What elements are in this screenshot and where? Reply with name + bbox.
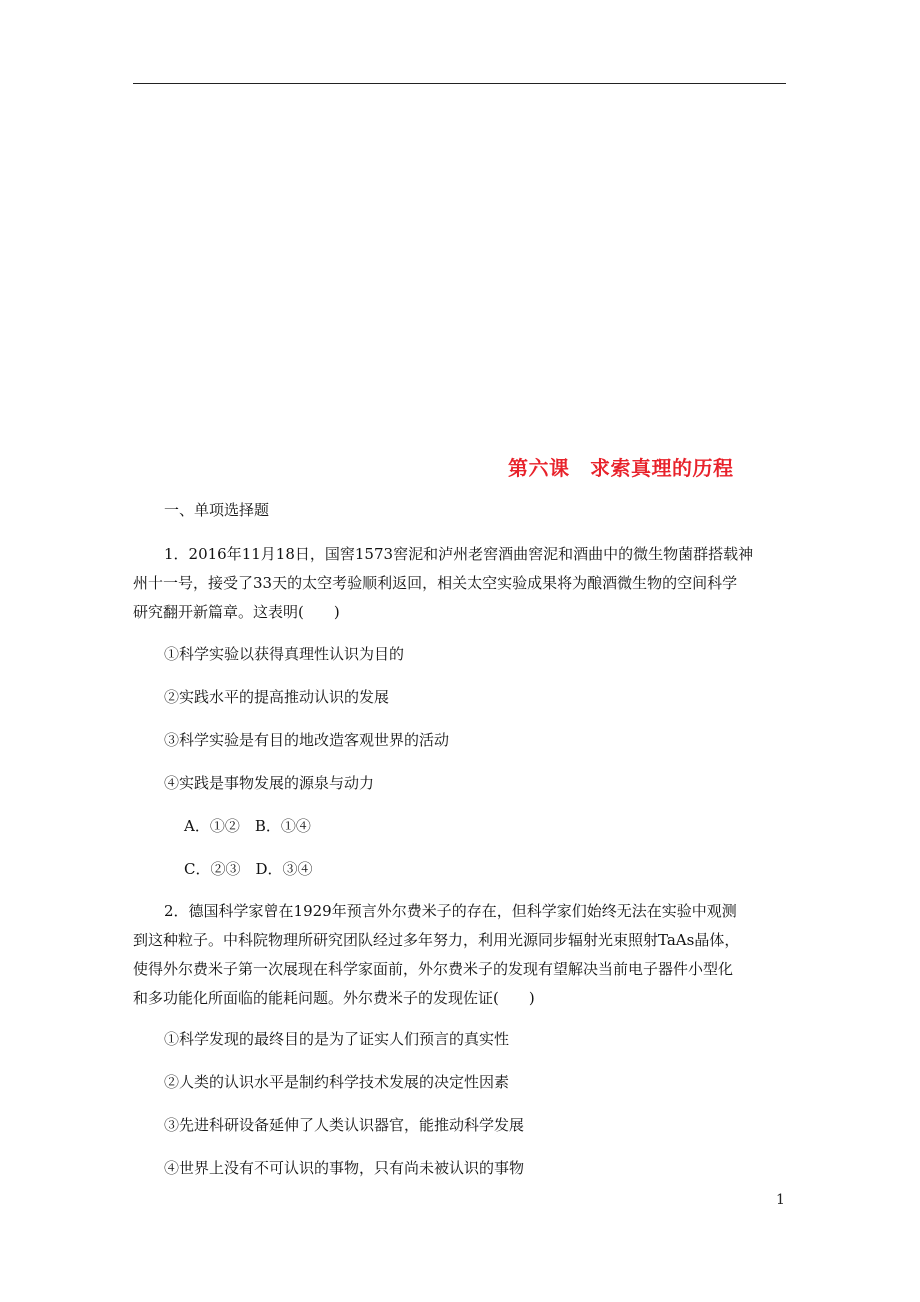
question-2-statement-3: ③先进科研设备延伸了人类认识器官，能推动科学发展 <box>164 1116 525 1134</box>
question-1-statement-2: ②实践水平的提高推动认识的发展 <box>164 688 390 706</box>
question-1-options-1: A．①② B．①④ <box>184 817 311 835</box>
question-2-stem-line-1: 2．德国科学家曾在1929年预言外尔费米子的存在，但科学家们始终无法在实验中观测 <box>164 902 737 920</box>
question-1-statement-4: ④实践是事物发展的源泉与动力 <box>164 774 375 792</box>
question-2-stem-line-2: 到这种粒子。中科院物理所研究团队经过多年努力，利用光源同步辐射光束照射TaAs晶体， <box>133 931 740 949</box>
question-1-statement-1: ①科学实验以获得真理性认识为目的 <box>164 645 405 663</box>
section-heading: 一、单项选择题 <box>164 501 270 519</box>
question-1-stem-line-2: 州十一号，接受了33天的太空考验顺利返回，相关太空实验成果将为酿酒微生物的空间科学 <box>133 574 738 592</box>
question-2-stem-line-3: 使得外尔费米子第一次展现在科学家面前，外尔费米子的发现有望解决当前电子器件小型化 <box>133 960 734 978</box>
header-rule <box>133 83 786 84</box>
page-number: 1 <box>776 1192 785 1208</box>
question-1-stem-line-3: 研究翻开新篇章。这表明( ) <box>133 603 340 621</box>
question-1-stem-line-1: 1．2016年11月18日，国窖1573窖泥和泸州老窖酒曲窖泥和酒曲中的微生物菌群搭载神 <box>164 545 754 563</box>
question-2-stem-line-4: 和多功能化所面临的能耗问题。外尔费米子的发现佐证( ) <box>133 989 535 1007</box>
question-1-options-2: C．②③ D．③④ <box>184 860 313 878</box>
question-2-statement-2: ②人类的认识水平是制约科学技术发展的决定性因素 <box>164 1073 510 1091</box>
question-2-statement-1: ①科学发现的最终目的是为了证实人们预言的真实性 <box>164 1030 510 1048</box>
question-1-statement-3: ③科学实验是有目的地改造客观世界的活动 <box>164 731 450 749</box>
question-2-statement-4: ④世界上没有不可认识的事物，只有尚未被认识的事物 <box>164 1159 525 1177</box>
lesson-title: 第六课 求索真理的历程 <box>508 456 734 480</box>
